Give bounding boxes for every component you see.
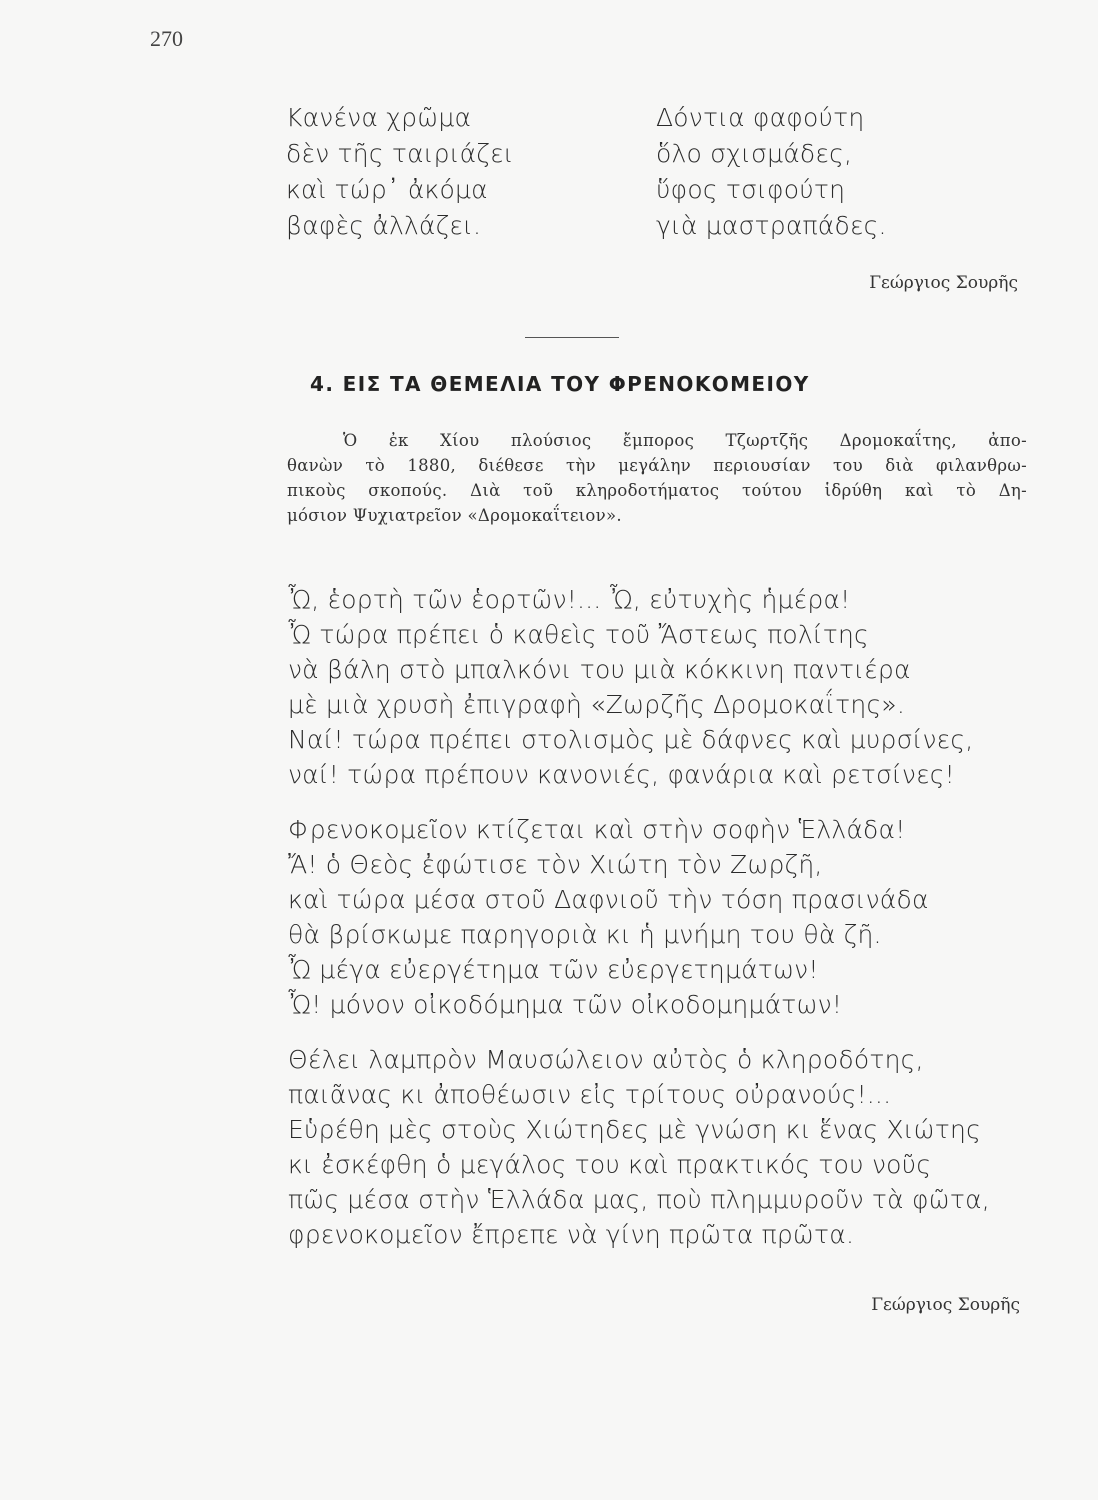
- poem-line: ὅλο σχισμάδες,: [656, 139, 853, 168]
- poem-line: κι ἐσκέφθη ὁ μεγάλος του καὶ πρακτικός του νοῦς: [288, 1150, 932, 1179]
- intro-line: θανὼν τὸ 1880, διέθεσε τὴν μεγάλην περιουσίαν του διὰ φιλανθρω-: [287, 456, 1027, 475]
- poem-line: δὲν τῆς ταιριάζει: [286, 139, 514, 168]
- poem-line: Ὦ τώρα πρέπει ὁ καθεὶς τοῦ Ἄστεως πολίτης: [288, 620, 869, 649]
- poem-line: ὕφος τσιφούτη: [656, 175, 846, 204]
- main-poem: [288, 582, 990, 1272]
- poem-line: φρενοκομεῖον ἔπρεπε νὰ γίνη πρῶτα πρῶτα.: [288, 1220, 855, 1249]
- poem-line: Ὦ μέγα εὐεργέτημα τῶν εὐεργετημάτων!: [288, 955, 819, 984]
- poem-line: γιὰ μαστραπάδες.: [656, 211, 887, 240]
- poem-line: Ναί! τώρα πρέπει στολισμὸς μὲ δάφνες καὶ μυρσίνες,: [288, 725, 974, 754]
- poem-line: Ὦ, ἑορτὴ τῶν ἑορτῶν!... Ὦ, εὐτυχὴς ἡμέρα!: [288, 585, 851, 614]
- poem-line: νὰ βάλη στὸ μπαλκόνι του μιὰ κόκκινη παντιέρα: [288, 655, 911, 684]
- poem-line: Θέλει λαμπρὸν Μαυσώλειον αὐτὸς ὁ κληροδότης,: [288, 1045, 924, 1074]
- stanza: [288, 582, 990, 792]
- poem-line: θὰ βρίσκωμε παρηγοριὰ κι ἡ μνήμη του θὰ ζῆ.: [288, 920, 882, 949]
- poem-line: ναί! τώρα πρέπουν κανονιές, φανάρια καὶ ρετσίνες!: [288, 760, 955, 789]
- top-poem-right-column: [656, 100, 887, 244]
- poem-line: Δόντια φαφούτη: [656, 103, 865, 132]
- poem-line: Εὑρέθη μὲς στοὺς Χιώτηδες μὲ γνώση κι ἕνας Χιώτης: [288, 1115, 981, 1144]
- intro-line: μόσιον Ψυχιατρεῖον «Δρομοκαΐτειον».: [287, 506, 622, 525]
- poem-line: Ἄ! ὁ Θεὸς ἐφώτισε τὸν Χιώτη τὸν Ζωρζῆ,: [288, 850, 823, 879]
- stanza: [288, 812, 990, 1022]
- poem-line: καὶ τώρα μέσα στοῦ Δαφνιοῦ τὴν τόση πρασινάδα: [288, 885, 929, 914]
- top-poem-signature: Γεώργιος Σουρῆς: [869, 273, 1018, 293]
- poem-line: μὲ μιὰ χρυσὴ ἐπιγραφὴ «Ζωρζῆς Δρομοκαΐτης».: [288, 690, 905, 719]
- poem-line: καὶ τώρ᾽ ἀκόμα: [286, 175, 488, 204]
- intro-line: Ὁ ἐκ Χίου πλούσιος ἔμπορος Τζωρτζῆς Δρομοκαΐτης, ἀπο-: [343, 431, 1027, 450]
- page-number: 270: [150, 26, 183, 51]
- poem-line: Κανένα χρῶμα: [286, 103, 472, 132]
- intro-line: πικοὺς σκοπούς. Διὰ τοῦ κληροδοτήματος τούτου ἱδρύθη καὶ τὸ Δη-: [287, 481, 1027, 500]
- main-poem-signature: Γεώργιος Σουρῆς: [871, 1295, 1020, 1315]
- section-divider: [525, 337, 619, 338]
- poem-line: Ὦ! μόνον οἰκοδόμημα τῶν οἰκοδομημάτων!: [288, 990, 843, 1019]
- poem-line: Φρενοκομεῖον κτίζεται καὶ στὴν σοφὴν Ἑλλάδα!: [288, 815, 906, 844]
- section-heading: 4. ΕΙΣ ΤΑ ΘΕΜΕΛΙΑ ΤΟΥ ΦΡΕΝΟΚΟΜΕΙΟΥ: [310, 372, 810, 396]
- top-poem-left-column: [286, 100, 514, 244]
- poem-line: παιᾶνας κι ἀποθέωσιν εἰς τρίτους οὐρανούς!...: [288, 1080, 892, 1109]
- poem-line: βαφὲς ἀλλάζει.: [286, 211, 482, 240]
- poem-line: πῶς μέσα στὴν Ἑλλάδα μας, ποὺ πλημμυροῦν τὰ φῶτα,: [288, 1185, 990, 1214]
- stanza: [288, 1042, 990, 1252]
- section-intro: [287, 428, 1027, 528]
